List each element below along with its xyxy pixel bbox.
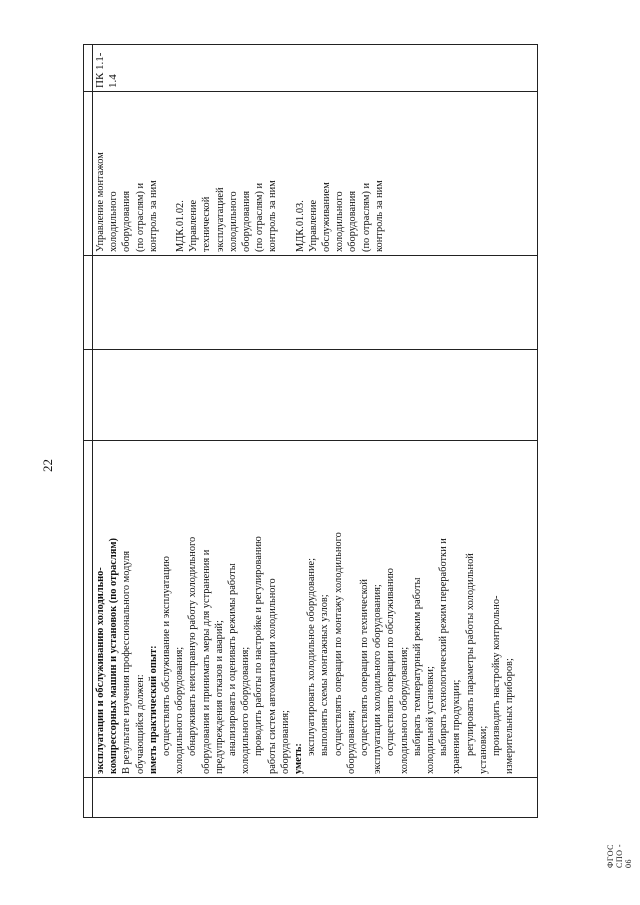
- content-line: регулировать параметры работы холодильной: [464, 553, 476, 756]
- content-cell: [93, 441, 538, 778]
- content-line: измерительных приборов;: [504, 658, 516, 774]
- content-line: эксплуатации холодильного оборудования;: [372, 584, 384, 774]
- mdk-line: Управление: [307, 199, 319, 252]
- strip-cell-1: [84, 778, 93, 818]
- content-line: оборудования;: [279, 710, 291, 774]
- content-line: производить настройку контрольно-: [491, 595, 503, 756]
- content-line: выбирать температурный режим работы: [411, 577, 423, 756]
- mdk-line: эксплуатацией: [214, 187, 226, 252]
- content-line: иметь практический опыт:: [147, 645, 159, 774]
- mdk-line: оборудования: [347, 190, 359, 252]
- mdk-line: МДК.01.03.: [294, 200, 306, 252]
- content-line: хранения продукции;: [451, 679, 463, 774]
- content-line: установки;: [477, 725, 489, 774]
- content-line: анализировать и оценивать режимы работы: [227, 563, 239, 756]
- strip-cell-2: [84, 441, 93, 778]
- index-cell: [93, 778, 538, 818]
- mdk-gap: [280, 95, 294, 252]
- mdk-line: (по отраслям) и: [134, 182, 146, 252]
- mdk-line: контроль за ним: [267, 180, 279, 252]
- table-top-strip: [84, 45, 93, 818]
- mdk-line: Управление монтажом: [95, 152, 106, 252]
- table-row: [93, 45, 538, 818]
- content-line: оборудования;: [345, 710, 357, 774]
- curriculum-table: [83, 44, 538, 818]
- mdk-line: оборудования: [241, 190, 253, 252]
- strip-cell-3: [84, 350, 93, 441]
- mdk-line: МДК.01.02.: [175, 200, 187, 252]
- mdk-gap: [160, 95, 174, 252]
- content-line: холодильного оборудования;: [174, 646, 186, 774]
- content-line: В результате изучения профессионального модуля: [121, 550, 133, 774]
- content-line: проводить работы по настройке и регулированию: [253, 536, 265, 756]
- content-line: осуществлять операции по монтажу холодильного: [332, 532, 344, 756]
- strip-cell-6: [84, 45, 93, 92]
- mdk-line: оборудования: [121, 190, 133, 252]
- mdk-line: холодильного: [108, 191, 120, 252]
- content-line: эксплуатировать холодильное оборудование;: [306, 557, 318, 756]
- content-line: холодильного оборудования;: [398, 646, 410, 774]
- strip-cell-4: [84, 256, 93, 350]
- content-line: осуществлять операции по обслуживанию: [385, 568, 397, 756]
- content-line: осуществлять обслуживание и эксплуатацию: [161, 556, 173, 756]
- content-line: холодильного оборудования;: [240, 646, 252, 774]
- mdk-line: холодильного: [227, 191, 239, 252]
- content-line: уметь:: [293, 743, 305, 774]
- content-line: холодильной установки;: [425, 666, 437, 774]
- hours-cell-2: [93, 256, 538, 350]
- mdk-line: Управление: [188, 199, 200, 252]
- content-line: выбирать технологический режим переработки и: [438, 538, 450, 756]
- content-line: обучающийся должен:: [134, 674, 146, 774]
- content-line: эксплуатации и обслуживанию холодильно-: [95, 567, 106, 774]
- content-line: оборудования и принимать меры для устранения и: [200, 549, 212, 774]
- footer-code: ФГОС СПО - 06: [606, 843, 633, 868]
- hours-cell: [93, 350, 538, 441]
- mdk-line: холодильного: [334, 191, 346, 252]
- mdk-cell: [93, 92, 538, 256]
- mdk-line: (по отраслям) и: [254, 182, 266, 252]
- rotated-table-container: [83, 45, 538, 818]
- content-line: компрессорных машин и установок (по отраслям): [108, 538, 120, 774]
- competency-cell: ПК 1.1-1.4: [93, 45, 538, 92]
- mdk-line: технической: [201, 196, 213, 252]
- mdk-line: контроль за ним: [373, 180, 385, 252]
- content-line: обнаруживать неисправную работу холодильного: [187, 536, 199, 756]
- mdk-line: обслуживанием: [321, 182, 333, 252]
- page-number: 22: [40, 459, 55, 472]
- content-line: работы систем автоматизации холодильного: [266, 578, 278, 774]
- content-line: осуществлять операции по технической: [359, 579, 371, 756]
- mdk-line: (по отраслям) и: [360, 182, 372, 252]
- strip-cell-5: [84, 92, 93, 256]
- content-line: выполнять схемы монтажных узлов;: [319, 594, 331, 756]
- mdk-line: контроль за ним: [147, 180, 159, 252]
- content-line: предупреждения отказов и аварий;: [213, 620, 225, 774]
